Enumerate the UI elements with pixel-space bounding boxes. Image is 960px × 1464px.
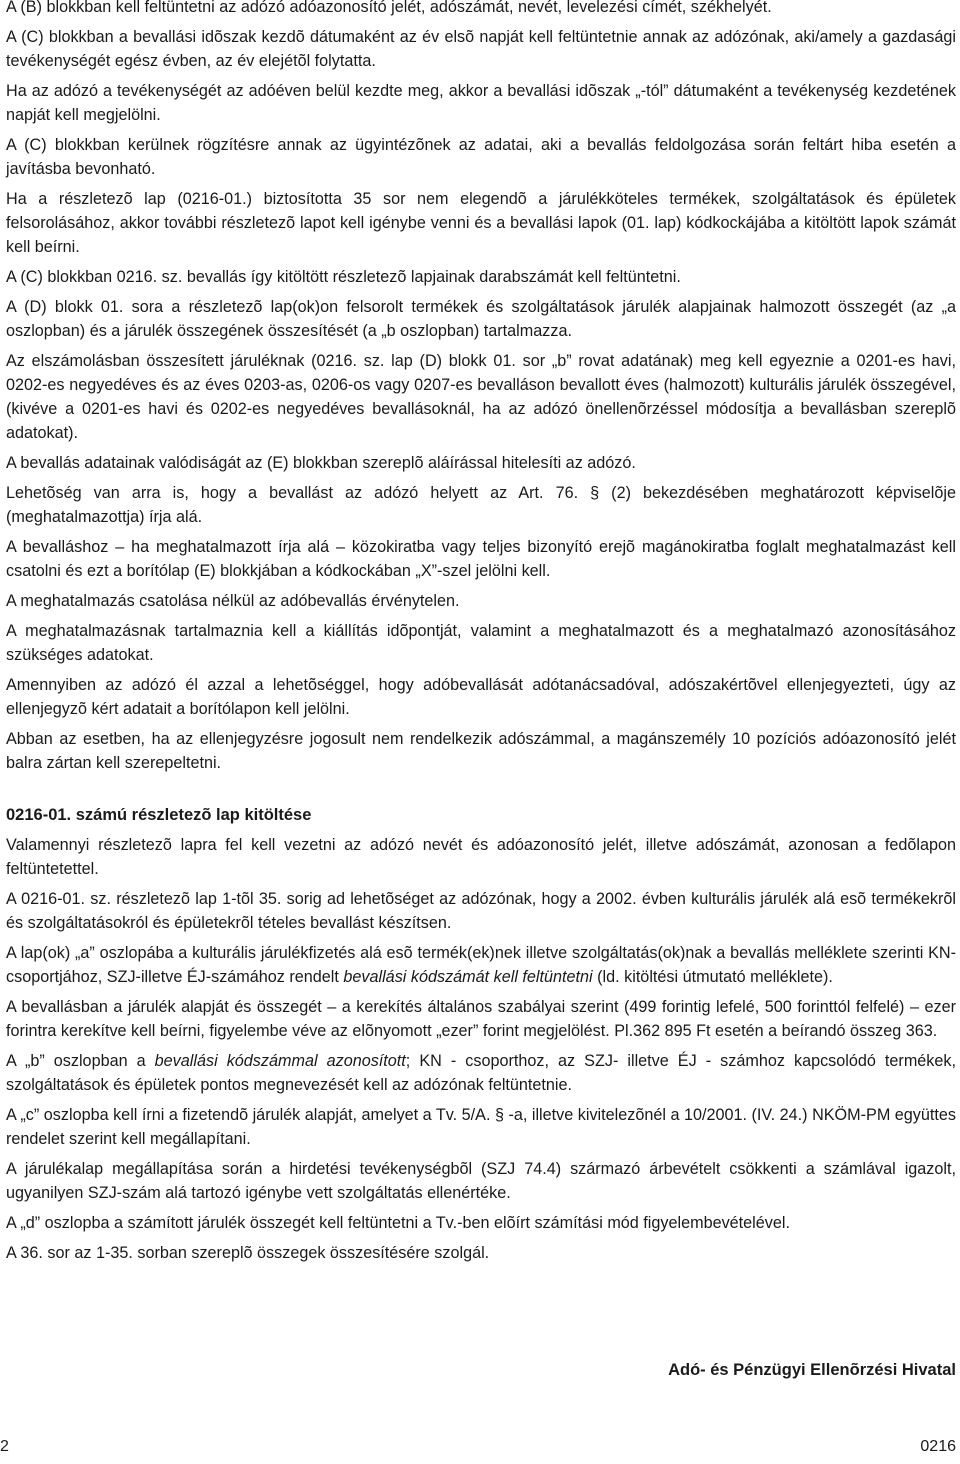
paragraph: A bevallásban a járulék alapját és összegét – a kerekítés általános szabályai szerint (499 forintig lefelé, 500 forinttól felfelé) – ezer forintra kerekítve kell beírni, figyelembe véve az elõnyomott „ezer” forint megjelölést. Pl.362 895 Ft esetén a beírandó összeg 363. — [6, 998, 956, 1040]
section-title: 0216-01. számú részletezõ lap kitöltése — [6, 806, 312, 824]
paragraph: A „c” oszlopba kell írni a fizetendõ járulék alapját, amelyet a Tv. 5/A. § -a, illetve kivitelezõnél a 10/2001. (IV. 24.) NKÖM-PM együttes rendelet szerint kell megállapítani. — [6, 1106, 956, 1148]
paragraph: A bevalláshoz – ha meghatalmazott írja alá – közokiratba vagy teljes bizonyító erejõ magánokiratba foglalt meghatalmazást kell csatolni és ezt a borítólap (E) blokkjában a kódkockában „X”-szel jelölni kell. — [6, 538, 956, 580]
paragraph: A járulékalap megállapítása során a hirdetési tevékenységbõl (SZJ 74.4) származó árbevételt csökkenti a számlával igazolt, ugyanilyen SZJ-szám alá tartozó igénybe vett szolgáltatás ellenértéke. — [6, 1160, 956, 1202]
paragraph: Valamennyi részletezõ lapra fel kell vezetni az adózó nevét és adóazonosító jelét, illetve adószámát, azonosan a fedõlapon feltüntetettel. — [6, 836, 956, 878]
italic-text: bevallási kódszámmal azonosított — [154, 1052, 406, 1070]
paragraph: Az elszámolásban összesített járuléknak (0216. sz. lap (D) blokk 01. sor „b” rovat adatának) meg kell egyeznie a 0201-es havi, 0202-es negyedéves és az éves 0203-as, 0206-os vagy 0207-es bevalláson bevallott éves (halmozott) kulturális járulék összegével, (kivéve a 0201-es havi és 0202-es negyedéves bevallásoknál, ha az adózó önellenõrzéssel módosítja a bevallásban szereplõ adatokat). — [6, 352, 956, 442]
text-run: A „b” oszlopban a — [6, 1052, 155, 1070]
paragraph: A (D) blokk 01. sora a részletezõ lap(ok)on felsorolt termékek és szolgáltatások járulék alapjainak halmozott összegét (az „a oszlopban) és a járulék összegének összesítését (a „b oszlopban) tartalmazza. — [6, 298, 956, 340]
paragraph: A bevallás adatainak valódiságát az (E) blokkban szereplõ aláírással hitelesíti az adózó. — [6, 454, 636, 472]
paragraph: A 36. sor az 1-35. sorban szereplõ összegek összesítésére szolgál. — [6, 1244, 490, 1262]
paragraph: A meghatalmazás csatolása nélkül az adóbevallás érvénytelen. — [6, 592, 460, 610]
paragraph: A (C) blokkban 0216. sz. bevallás így kitöltött részletezõ lapjainak darabszámát kell feltüntetni. — [6, 268, 681, 286]
paragraph: A (C) blokkban kerülnek rögzítésre annak az ügyintézõnek az adatai, aki a bevallás feldolgozása során feltárt hiba esetén a javításba bevonható. — [6, 136, 956, 178]
paragraph — [6, 941, 956, 989]
paragraph: A (B) blokkban kell feltüntetni az adózó adóazonosító jelét, adószámát, nevét, levelezési címét, székhelyét. — [6, 0, 772, 16]
form-code: 0216 — [920, 1438, 956, 1455]
paragraph: A 0216-01. sz. részletezõ lap 1-tõl 35. sorig ad lehetõséget az adózónak, hogy a 2002. évben kulturális járulék alá esõ termékekrõl és szolgáltatásokról és épületekrõl tételes bevallást készítsen. — [6, 890, 956, 932]
paragraph: Ha az adózó a tevékenységét az adóéven belül kezdte meg, akkor a bevallási idõszak „-tól” dátumaként a tevékenység kezdetének napját kell megjelölni. — [6, 82, 956, 124]
paragraph: A „d” oszlopba a számított járulék összegét kell feltüntetni a Tv.-ben elõírt számítási mód figyelembevételével. — [6, 1214, 790, 1232]
italic-text: bevallási kódszámát kell feltüntetni — [343, 968, 593, 986]
document-page — [6, 0, 956, 1271]
text-run: (ld. kitöltési útmutató melléklete). — [592, 968, 833, 986]
issuing-authority: Adó- és Pénzügyi Ellenõrzési Hivatal — [668, 1361, 956, 1379]
paragraph: A meghatalmazásnak tartalmaznia kell a kiállítás idõpontját, valamint a meghatalmazott és a meghatalmazó azonosításához szükséges adatokat. — [6, 622, 956, 664]
text-run: ; KN - csoporthoz, az SZJ- illetve ÉJ - számhoz kapcsolódó termékek, szolgáltatások és épületek pontos megnevezését kell az adózónak feltüntetnie. — [6, 1052, 956, 1094]
text-run: A lap(ok) „a” oszlopába a kulturális járulékfizetés alá esõ termék(ek)nek illetve szolgáltatás(ok)nak a bevallás melléklete szerinti KN-csoportjához, SZJ-illetve ÉJ-számához rendelt — [6, 944, 956, 986]
paragraph: Amennyiben az adózó él azzal a lehetõséggel, hogy adóbevallását adótanácsadóval, adószakértõvel ellenjegyezteti, úgy az ellenjegyzõ kért adatait a borítólapon kell jelölni. — [6, 676, 956, 718]
paragraph — [6, 1049, 956, 1097]
paragraph: Lehetõség van arra is, hogy a bevallást az adózó helyett az Art. 76. § (2) bekezdésében meghatározott képviselõje (meghatalmazottja) írja alá. — [6, 484, 956, 526]
paragraph: A (C) blokkban a bevallási idõszak kezdõ dátumaként az év elsõ napját kell feltüntetnie annak az adózónak, aki/amely a gazdasági tevékenységét egész évben, az év elejétõl folytatta. — [6, 28, 956, 70]
page-number: 2 — [0, 1438, 9, 1455]
paragraph: Ha a részletezõ lap (0216-01.) biztosította 35 sor nem elegendõ a járulékköteles termékek, szolgáltatások és épületek felsorolásához, akkor további részletezõ lapot kell igénybe venni és a bevallási lapok (01. lap) kódkockájába a kitöltött lapok számát kell beírni. — [6, 190, 956, 256]
paragraph: Abban az esetben, ha az ellenjegyzésre jogosult nem rendelkezik adószámmal, a magánszemély 10 pozíciós adóazonosító jelét balra zártan kell szerepeltetni. — [6, 730, 956, 772]
